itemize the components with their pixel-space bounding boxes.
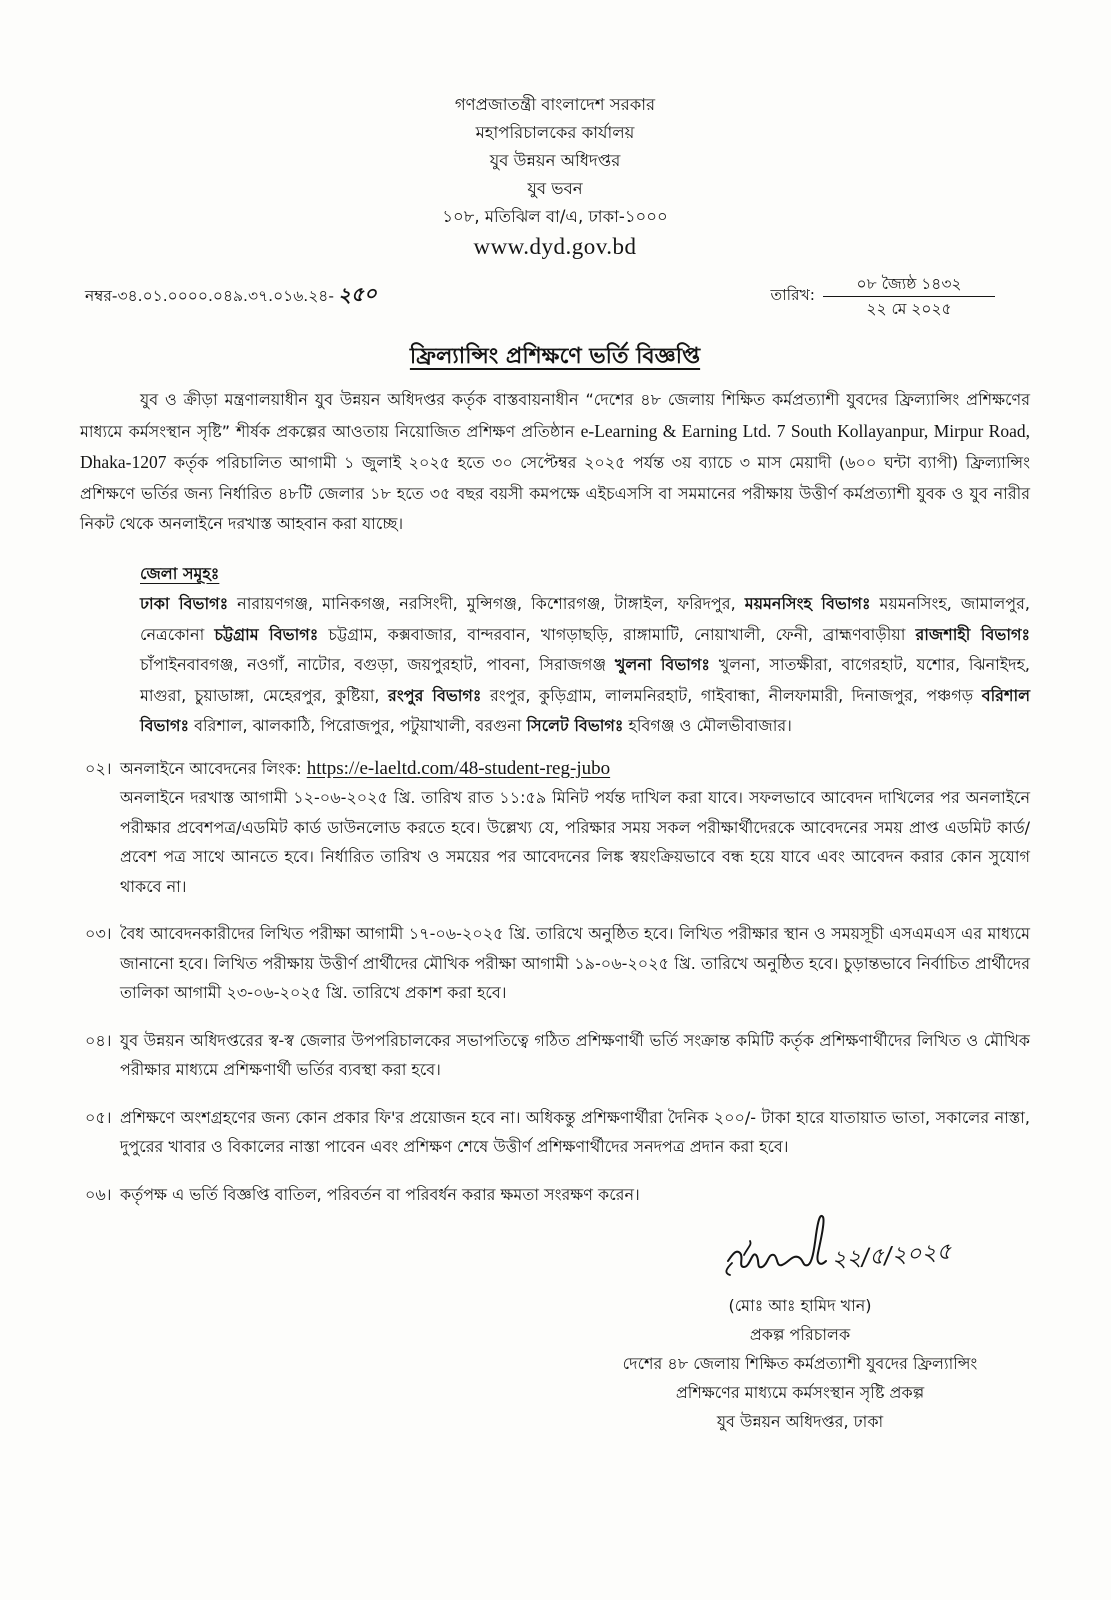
clause-text: কর্তৃপক্ষ এ ভর্তি বিজ্ঞপ্তি বাতিল, পরিবর্তন বা পরিবর্ধন করার ক্ষমতা সংরক্ষণ করেন। — [120, 1184, 640, 1204]
memo-number — [85, 280, 377, 313]
clause-list — [80, 754, 1030, 1210]
intro-text-end: কর্তৃক পরিচালিত আগামী ১ জুলাই ২০২৫ হতে ৩০ সেপ্টেম্বর ২০২৫ পর্যন্ত ৩য় ব্যাচে ৩ মাস মেয়াদী (৬০০ ঘন্টা ব্যাপী) ফ্রিল্যান্সিং প্রশিক্ষণে ভর্তির জন্য নির্ধারিত ৪৮টি জেলার ১৮ হতে ৩৫ বছর বয়সী কমপক্ষে এইচএসসি বা সমমানের পরীক্ষায় উত্তীর্ণ কর্মপ্রত্যাশী যুবক ও যুব নারীর নিকট থেকে অনলাইনে দরখাস্ত আহবান করা যাচ্ছে। — [80, 453, 1030, 533]
clause-number: ০৪। — [85, 1030, 112, 1050]
signatory-office: যুব উন্নয়ন অধিদপ্তর, ঢাকা — [716, 1412, 884, 1431]
date-block — [823, 272, 995, 321]
office-name: মহাপরিচালকের কার্যালয় — [475, 123, 635, 142]
division-list — [140, 589, 1030, 742]
division-name: বরিশাল বিভাগঃ — [140, 685, 1030, 735]
clause-text: প্রশিক্ষণে অংশগ্রহণের জন্য কোন প্রকার ফি'র প্রয়োজন হবে না। অধিকন্তু প্রশিক্ষণার্থীরা দৈনিক ২০০/- টাকা হারে যাতায়াত ভাতা, সকালের নাস্তা, দুপুরের খাবার ও বিকালের নাস্তা পাবেন এবং প্রশিক্ষণ শেষে উত্তীর্ণ প্রশিক্ষণার্থীদের সনদপত্র প্রদান করা হবে। — [120, 1107, 1030, 1156]
date-bangla: ০৮ জ্যৈষ্ঠ ১৪৩২ — [856, 274, 962, 293]
letterhead — [80, 91, 1030, 263]
division-name: ময়মনসিংহ বিভাগঃ — [744, 594, 871, 613]
memo-number-text: নম্বর-৩৪.০১.০০০০.০৪৯.৩৭.০১৬.২৪- — [85, 286, 334, 305]
district-list: ময়মনসিংহ, জামালপুর, নেত্রকোনা — [140, 594, 1030, 644]
clause-text: যুব উন্নয়ন অধিদপ্তরের স্ব-স্ব জেলার উপপরিচালকের সভাপতিত্বে গঠিত প্রশিক্ষণার্থী ভর্তি সংক্রান্ত কমিটি কর্তৃক প্রশিক্ষণার্থীদের লিখিত ও মৌখিক পরীক্ষার মাধ্যমে প্রশিক্ষণার্থী ভর্তির ব্যবস্থা করা হবে। — [120, 1030, 1030, 1079]
division-name: সিলেট বিভাগঃ — [526, 716, 624, 735]
district-list: হবিগঞ্জ ও মৌলভীবাজার। — [628, 716, 792, 735]
institute-name: e-Learning & Earning Ltd. 7 South Kollayanpur, Mirpur Road, Dhaka-1207 — [80, 420, 1030, 472]
intro-text-start: যুব ও ক্রীড়া মন্ত্রণালয়াধীন যুব উন্নয়ন অধিদপ্তর কর্তৃক বাস্তবায়নাধীন “দেশের ৪৮ জেলায় শিক্ষিত কর্মপ্রত্যাশী যুবদের ফ্রিল্যান্সিং প্রশিক্ষণের মাধ্যমে কর্মসংস্থান সৃষ্টি” শীর্ষক প্রকল্পের আওতায় নিয়োজিত প্রশিক্ষণ প্রতিষ্ঠান — [80, 390, 1030, 441]
district-heading: জেলা সমূহঃ — [140, 563, 220, 583]
memo-serial-handwritten: ২৫০ — [337, 280, 378, 307]
department-name: যুব উন্নয়ন অধিদপ্তর — [489, 151, 621, 170]
district-list-section — [80, 559, 1030, 742]
application-link-label: অনলাইনে আবেদনের লিংক: — [120, 758, 302, 778]
district-list: খুলনা, সাতক্ষীরা, বাগেরহাট, যশোর, ঝিনাইদহ, মাগুরা, চুয়াডাঙ্গা, মেহেরপুর, কুষ্টিয়া, — [140, 655, 1030, 705]
district-list: চট্টগ্রাম, কক্সবাজার, বান্দরবান, খাগড়াছড়ি, রাঙ্গামাটি, নোয়াখালী, ফেনী, ব্রাহ্মণবাড়ীয়া — [328, 624, 906, 644]
district-list: বরিশাল, ঝালকাঠি, পিরোজপুর, পটুয়াখালী, বরগুনা — [194, 716, 522, 735]
notice-title-text: ফ্রিল্যান্সিং প্রশিক্ষণে ভর্তি বিজ্ঞপ্তি — [409, 344, 701, 369]
date-field — [771, 272, 996, 321]
signature-stroke — [728, 1216, 826, 1267]
clause-number: ০৩। — [85, 924, 112, 943]
notice-title — [80, 341, 1030, 373]
district-list: নারায়ণগঞ্জ, মানিকগঞ্জ, নরসিংদী, মুন্সিগঞ্জ, কিশোরগঞ্জ, টাঙ্গাইল, ফরিদপুর, — [237, 594, 736, 613]
office-address: ১০৮, মতিঝিল বা/এ, ঢাকা-১০০০ — [442, 207, 668, 226]
district-list: চাঁপাইনবাবগঞ্জ, নওগাঁ, নাটোর, বগুড়া, জয়পুরহাট, পাবনা, সিরাজগঞ্জ — [140, 655, 607, 674]
clause-03 — [80, 919, 1030, 1008]
signatory-name: (মোঃ আঃ হামিদ খান) — [728, 1296, 872, 1315]
date-gregorian: ২২ মে ২০২৫ — [823, 296, 995, 321]
clause-05 — [80, 1103, 1030, 1162]
date-label: তারিখ: — [770, 286, 815, 304]
clause-04 — [80, 1026, 1030, 1085]
project-name-line-2: প্রশিক্ষণের মাধ্যমে কর্মসংস্থান সৃষ্টি প্রকল্প — [675, 1383, 925, 1402]
clause-06 — [80, 1180, 1030, 1210]
division-name: ঢাকা বিভাগঃ — [140, 594, 229, 613]
project-name-line-1: দেশের ৪৮ জেলায় শিক্ষিত কর্মপ্রত্যাশী যুবদের ফ্রিল্যান্সিং — [622, 1354, 978, 1373]
signature-block — [575, 1211, 1025, 1436]
signatory-details — [575, 1291, 1025, 1436]
clause-text: বৈধ আবেদনকারীদের লিখিত পরীক্ষা আগামী ১৭-০৬-২০২৫ খ্রি. তারিখে অনুষ্ঠিত হবে। লিখিত পরীক্ষার স্থান ও সময়সূচী এসএমএস এর মাধ্যমে জানানো হবে। লিখিত পরীক্ষায় উত্তীর্ণ প্রার্থীদের মৌখিক পরীক্ষা আগামী ১৯-০৬-২০২৫ খ্রি. তারিখে অনুষ্ঠিত হবে। চুড়ান্তভাবে নির্বাচিত প্রার্থীদের তালিকা আগামী ২৩-০৬-২০২৫ খ্রি. তারিখে প্রকাশ করা হবে। — [120, 924, 1030, 1002]
reference-row — [80, 269, 1030, 323]
signatory-designation: প্রকল্প পরিচালক — [749, 1325, 851, 1344]
building-name: যুব ভবন — [527, 179, 583, 198]
clause-text: অনলাইনে দরখাস্ত আগামী ১২-০৬-২০২৫ খ্রি. তারিখ রাত ১১:৫৯ মিনিট পর্যন্ত দাখিল করা যাবে। সফলভাবে আবেদন দাখিলের পর অনলাইনে পরীক্ষার প্রবেশপত্র/এডমিট কার্ড ডাউনলোড করতে হবে। উল্লেখ্য যে, পরিক্ষার সময় সকল পরীক্ষার্থীদেরকে আবেদনের সময় প্রাপ্ত এডমিট কার্ড/প্রবেশ পত্র সাথে আনতে হবে। নির্ধারিত তারিখ ও সময়ের পর আবেদনের লিঙ্ক স্বয়ংক্রিয়ভাবে বন্ধ হয়ে যাবে এবং আবেদন করার কোন সুযোগ থাকবে না। — [120, 788, 1030, 896]
signature-date: ২২/৫/২০২৫ — [830, 1238, 953, 1273]
division-name: চট্টগ্রাম বিভাগঃ — [214, 624, 319, 644]
government-name: গণপ্রজাতন্ত্রী বাংলাদেশ সরকার — [454, 95, 656, 114]
clause-number: ০৬। — [85, 1184, 112, 1204]
intro-paragraph — [80, 385, 1030, 540]
application-link[interactable]: https://e-laeltd.com/48-student-reg-jubo — [306, 757, 611, 779]
website-address: www.dyd.gov.bd — [473, 234, 637, 259]
division-name: রংপুর বিভাগঃ — [388, 685, 482, 705]
clause-number: ০২। — [85, 758, 112, 778]
handwritten-signature — [722, 1211, 992, 1283]
clause-02 — [80, 754, 1030, 902]
application-link-line — [120, 754, 1030, 784]
division-name: খুলনা বিভাগঃ — [614, 655, 710, 674]
division-name: রাজশাহী বিভাগঃ — [915, 624, 1030, 644]
clause-number: ০৫। — [85, 1107, 112, 1127]
district-list: রংপুর, কুড়িগ্রাম, লালমনিরহাট, গাইবান্ধা, নীলফামারী, দিনাজপুর, পঞ্চগড় — [489, 685, 974, 705]
